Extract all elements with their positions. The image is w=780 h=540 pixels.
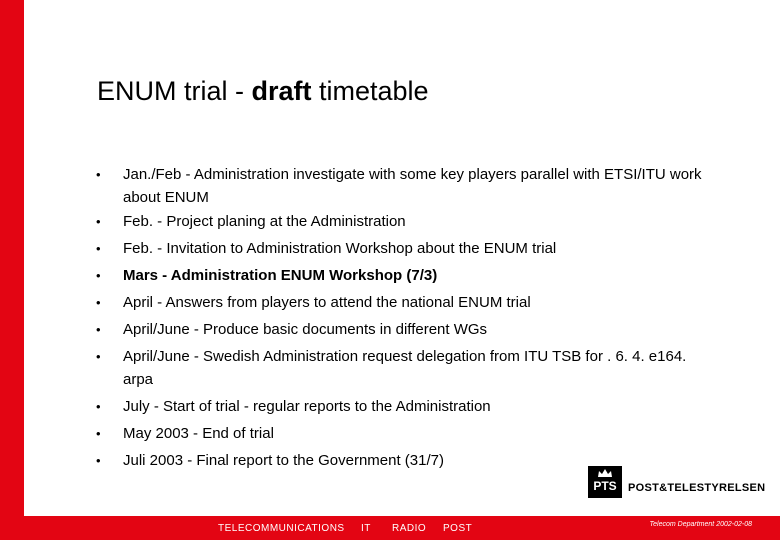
list-item-text: April/June - Swedish Administration request delegation from ITU TSB for . 6. 4. e164. arpa — [123, 348, 687, 388]
bullet-icon: • — [96, 268, 101, 283]
crown-icon — [597, 469, 613, 478]
pts-logo — [588, 466, 766, 500]
bullet-icon: • — [96, 241, 101, 256]
bullet-icon: • — [96, 214, 101, 229]
list-item-text: July - Start of trial - regular reports to the Administration — [123, 398, 491, 415]
bullet-icon: • — [96, 426, 101, 441]
list-item-text: Mars - Administration ENUM Workshop (7/3) — [123, 267, 438, 284]
footer-nav-telecommunications: TELECOMMUNICATIONS — [218, 523, 345, 534]
bullet-icon: • — [96, 349, 101, 364]
title-part-1: ENUM trial - — [97, 76, 252, 106]
footer-nav-post: POST — [443, 523, 473, 534]
list-item — [96, 163, 716, 209]
footer-nav-radio: RADIO — [392, 523, 427, 534]
list-item-text: Feb. - Project planing at the Administration — [123, 213, 406, 230]
title-part-2: timetable — [311, 76, 429, 106]
bullet-icon: • — [96, 295, 101, 310]
logo-name: POST&TELESTYRELSEN — [628, 482, 766, 494]
list-item-text: April - Answers from players to attend the national ENUM trial — [123, 294, 531, 311]
logo-mark-text: PTS — [593, 479, 617, 493]
list-item-text: April/June - Produce basic documents in different WGs — [123, 321, 488, 338]
list-item-text: Jan./Feb - Administration investigate with some key players parallel with ETSI/ITU work about ENUM — [123, 166, 702, 206]
footer-nav-it: IT — [361, 523, 371, 534]
bullet-icon: • — [96, 399, 101, 414]
list-item — [96, 345, 716, 391]
title-bold-word: draft — [251, 76, 312, 106]
footer-bar — [0, 516, 780, 540]
footer-department-date: Telecom Department 2002-02-08 — [649, 521, 752, 528]
bullet-icon: • — [96, 322, 101, 337]
list-item-text: Feb. - Invitation to Administration Workshop about the ENUM trial — [123, 240, 557, 257]
list-item-text: Juli 2003 - Final report to the Government (31/7) — [123, 452, 444, 469]
list-item-text: May 2003 - End of trial — [123, 425, 274, 442]
logo-mark — [588, 466, 622, 498]
bullet-icon: • — [96, 453, 101, 468]
bullet-icon: • — [96, 167, 101, 182]
